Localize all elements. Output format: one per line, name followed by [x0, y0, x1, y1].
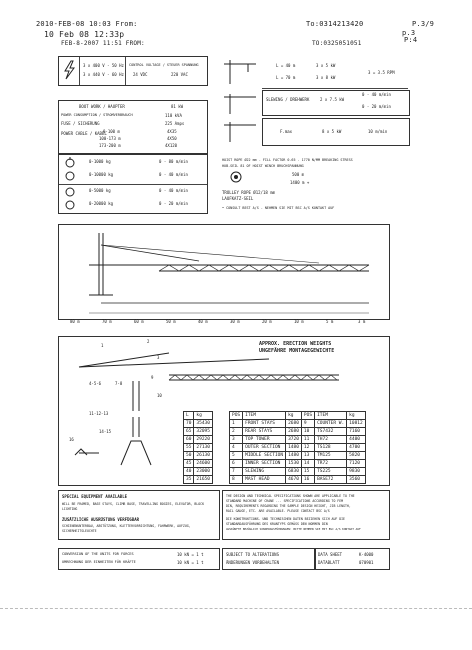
conversion-en: CONVERSION OF THE UNITS FOR FORCES [62, 552, 134, 556]
cell: TH72 [315, 436, 347, 444]
cell-kg: 24600 [194, 460, 213, 468]
cell-kg: 26130 [194, 452, 213, 460]
rope-spec-line-2: HUB-SEIL 81 OF HOIST WINCH BRUCHSPANNUNG [222, 164, 304, 168]
cell-length: 40 [184, 468, 194, 476]
conversion-en-value: 10 kN = 1 t [177, 552, 204, 557]
data-sheet-number: K-4000 [359, 552, 374, 557]
fax-header-page-3: P:4 [404, 36, 418, 44]
table-row [230, 428, 366, 436]
control-voltage-label: CONTROL VOLTAGE / STEUER SPANNUNG [129, 63, 199, 67]
hoist-speed-2: 0 - 40 m/min [159, 172, 188, 177]
callout-4-5-6: 4-5-6 [89, 381, 102, 386]
cable-value-1: 4X35 [167, 129, 177, 134]
hook-icon-3 [63, 186, 77, 198]
cell: FRONT STAYS [243, 420, 286, 428]
slewing-value: 2 x 7.5 kW [320, 97, 345, 102]
special-equipment-text: WILL BE FRAMED, BASE STAYS, CLIMB BASE, TRAVELLING BOGIES, ELEVATOR, BLOCK LIGHTING [62, 502, 205, 511]
cell: COUNTER W. [315, 420, 347, 428]
cell: 6830 [286, 468, 302, 476]
fuse-label: FUSE / SICHERUNG [61, 121, 100, 126]
spec-note-3: DIN, REQUIREMENTS REGARDING THE SAMPLE DESIGN HEIGHT, JIB LENGTH, [226, 504, 351, 508]
cell: 12 [301, 444, 314, 452]
cell: TS225 [315, 468, 347, 476]
data-sheet-box [314, 548, 390, 570]
cell: 4700 [347, 444, 366, 452]
hook-icon-4 [63, 199, 77, 211]
rope-spec-line-1: HOIST ROPE Ø22 mm - FILL FACTOR 0.65 - 1770 N/MM BREAKING STRESS [222, 158, 353, 162]
lightning-bolt-icon [62, 60, 76, 80]
cell: 7160 [347, 428, 366, 436]
cell: 7120 [347, 460, 366, 468]
control-voltage-1: 24 VDC [133, 72, 148, 77]
rope-length-1: 500 m [292, 172, 305, 177]
cell: 13 [301, 452, 314, 460]
cable-range-1: 0-100 m [103, 129, 120, 134]
crane-elevation-svg [59, 225, 389, 319]
rope-drum-icon [228, 170, 244, 184]
consumption-row-2-label: POWER CONSUMPTION / STROMVERBRAUCH [61, 113, 133, 117]
slew-speed-2: 0 - 20 m/min [362, 104, 391, 109]
table-row [184, 452, 213, 460]
cell: 1530 [286, 460, 302, 468]
table-row [230, 420, 366, 428]
cell: 5820 [347, 452, 366, 460]
consult-note: • CONSULT BEST A/S - NEHMEN SIE MIT BSC A/S KONTAKT AUF [222, 206, 335, 210]
fax-edge-line [0, 608, 472, 610]
item-weight-table [229, 411, 366, 484]
spec-note-4: RAIL GAUGE, ETC. ARE AVAILABLE. PLEASE CONTACT BSC A/S [226, 509, 330, 513]
spec-note-1: THE DESIGN AND TECHNICAL SPECIFICATIONS SHOWN ARE APPLICABLE TO THE [226, 494, 355, 498]
fuse-value: 225 Amps [165, 121, 185, 126]
spec-note-6: STANDARDAUSFÜHRUNG DES KRANTYPS GEMÄSS DEN NORMEN DIN [226, 522, 328, 526]
alterations-box [222, 548, 316, 570]
boom-elevation-drawing [58, 224, 390, 320]
hoist-load-4: 0-20000 kg [89, 201, 114, 206]
scale-tick: 50 m [166, 319, 176, 324]
special-equipment-text-de: SCHIENENUNTERBAU, ABSTÜTZUNG, KLETTERVORRICHTUNG, FAHRWERK, AUFZUG, SICHERHEITSLEUCHTE [62, 524, 191, 533]
hoist-load-1: 0-1000 kg [89, 159, 111, 164]
cell: TM125 [315, 452, 347, 460]
trolley-rope-de: LAUFKATZ-SEIL [222, 196, 254, 201]
fax-header-recipient: To:0314213420 [306, 20, 364, 28]
cell: OUTER SECTION [243, 444, 286, 452]
trolley-value: 8 x 5 kW [322, 129, 342, 134]
cell-length: 60 [184, 436, 194, 444]
hook-icon-1 [63, 157, 77, 169]
alterations-de: ÄNDERUNGEN VORBEHALTEN [226, 560, 279, 565]
conversion-de-value: 10 kN = 1 t [177, 560, 204, 565]
scale-tick: 40 m [198, 319, 208, 324]
cell: REAR STAYS [243, 428, 286, 436]
conversion-de: UMRECHNUNG DER EINHEITEN FÜR KRÄFTE [62, 560, 136, 564]
cell: 7 [230, 468, 243, 476]
cable-value-2: 4X50 [167, 136, 177, 141]
cell-kg: 23000 [194, 468, 213, 476]
scale-tick: 20 m [262, 319, 272, 324]
cell-kg: 32095 [194, 428, 213, 436]
scale-tick: 80 m [70, 319, 80, 324]
table-head: POS [301, 412, 314, 420]
rope-length-2: 1400 m + [290, 180, 310, 185]
cell-kg: 29220 [194, 436, 213, 444]
table-row [230, 468, 366, 476]
table-row [184, 444, 213, 452]
power-supply-box [58, 56, 208, 86]
jib-length-table [183, 411, 213, 484]
cell: 8 [230, 476, 243, 484]
callout-10: 10 [157, 393, 162, 398]
table-head: kg [347, 412, 366, 420]
cell: 4400 [347, 436, 366, 444]
spec-note-7: AUSKÜNFTE BEZÜGLICH SONDERAUSFÜHRUNGEN: BITTE NEHMEN SIE MIT BSC A/S KONTAKT AUF [226, 527, 361, 531]
cell: 15 [301, 468, 314, 476]
table-row [184, 420, 213, 428]
scale-tick: 5 m [326, 319, 334, 324]
scale-tick: 70 m [102, 319, 112, 324]
cell: 2680 [286, 420, 302, 428]
drive-power-2: 3 x 8 kW [316, 75, 336, 80]
cell: 1480 [286, 444, 302, 452]
crane-hoist-icon [222, 58, 258, 86]
cell: TR72 [315, 460, 347, 468]
drives-panel [222, 58, 408, 148]
cell: 3 [230, 436, 243, 444]
slew-speed-1: 0 - 40 m/min [362, 92, 391, 97]
crane-slew-icon [222, 92, 258, 116]
cell: 9 [301, 420, 314, 428]
cell-length: 55 [184, 444, 194, 452]
callout-16: 16 [69, 437, 74, 442]
trolley-label: F.max [280, 129, 293, 134]
consumption-row-1-value: 81 kW [171, 104, 184, 109]
erection-title-2: UNGEFÄHRE MONTAGEGEWICHTE [259, 348, 335, 354]
drive-length-2: L = 70 m [276, 75, 296, 80]
motor-icon [61, 103, 75, 113]
data-sheet-label-de: DATABLATT [318, 560, 340, 565]
control-voltage-2: 220 VAC [171, 72, 188, 77]
table-row [184, 436, 213, 444]
trolley-speed: 10 m/min [368, 129, 388, 134]
cable-range-2: 100-173 m [99, 136, 121, 141]
cell: 14 [301, 460, 314, 468]
hoist-speed-1: 0 - 80 m/min [159, 159, 188, 164]
table-head: kg [194, 412, 213, 420]
cell: 1480 [286, 452, 302, 460]
cell: BASE72 [315, 476, 347, 484]
cell-length: 45 [184, 460, 194, 468]
table-row [230, 476, 366, 484]
cell-length: 35 [184, 476, 194, 484]
cell: 16 [301, 476, 314, 484]
unit-conversion-box [58, 548, 220, 570]
cell: 2680 [286, 428, 302, 436]
rope-spec-panel [222, 156, 412, 214]
slewing-label: SLEWING / DREHWERK [266, 97, 310, 102]
cell: 5 [230, 452, 243, 460]
alterations-en: SUBJECT TO ALTERATIONS [226, 552, 279, 557]
callout-7-8: 7-8 [115, 381, 123, 386]
hook-icon-2 [63, 170, 77, 182]
table-head: ITEM [315, 412, 347, 420]
cell: 4 [230, 444, 243, 452]
consumption-row-1-label: BOOT WORK / HAUPTER [79, 104, 125, 109]
table-row [230, 444, 366, 452]
cell: 3720 [286, 436, 302, 444]
cell-kg: 21650 [194, 476, 213, 484]
fax-header-page-2: p.3 [402, 29, 416, 37]
scale-tick: 60 m [134, 319, 144, 324]
callout-14-15: 14-15 [99, 429, 112, 434]
data-sheet-label: DATA SHEET [318, 552, 343, 557]
erection-title-1: APPROX. ERECTION WEIGHTS [259, 341, 332, 347]
table-head: POS [230, 412, 243, 420]
cell: 9830 [347, 468, 366, 476]
boom-scale [58, 318, 388, 326]
spec-note-5: DIE KONSTRUKTIONS- UND TECHNISCHEN DATEN BEZIEHEN SICH AUF DIE [226, 517, 345, 521]
cell: TS128 [315, 444, 347, 452]
cell: MIDDLE SECTION [243, 452, 286, 460]
specification-note-box [222, 490, 390, 540]
hoist-speed-4: 0 - 20 m/min [159, 201, 188, 206]
cell: 2 [230, 428, 243, 436]
table-row [230, 452, 366, 460]
cell: MAST HEAD [243, 476, 286, 484]
table-row [184, 428, 213, 436]
cable-value-3: 4X120 [165, 143, 178, 148]
special-equipment-title: SPECIAL EQUIPMENT AVAILABLE [62, 494, 128, 499]
hoist-speeds-box [58, 154, 208, 214]
consumption-row-2-value: 110 kVA [165, 113, 182, 118]
cell: 11 [301, 436, 314, 444]
scale-tick: 3 m [358, 319, 366, 324]
hoist-load-2: 0-10000 kg [89, 172, 114, 177]
table-row [230, 460, 366, 468]
fax-header-line-1: 2010-FEB-08 10:03 From: [36, 20, 138, 28]
table-head: ITEM [243, 412, 286, 420]
cell: 4670 [286, 476, 302, 484]
cell: 1 [230, 420, 243, 428]
crane-trolley-icon [222, 120, 258, 144]
table-head: L [184, 412, 194, 420]
callout-2: 2 [147, 339, 150, 344]
hoist-load-3: 0-5000 kg [89, 188, 111, 193]
scale-tick: 10 m [294, 319, 304, 324]
cell-kg: 35430 [194, 420, 213, 428]
cell-length: 50 [184, 452, 194, 460]
cell: 10 [301, 428, 314, 436]
callout-11-12-13: 11-12-13 [89, 411, 109, 416]
fax-header-line-2: 10 Feb 08 12:33p [44, 30, 125, 39]
trolley-rope: TROLLEY ROPE Ø12/18 mm [222, 190, 275, 195]
data-sheet-date: 070901 [359, 560, 374, 565]
spec-note-2: STANDARD MACHINE OF CRANE ... SPECIFICATIONS ACCORDING TO FEM [226, 499, 344, 503]
consumption-box [58, 100, 208, 154]
cell: TOP TOWER [243, 436, 286, 444]
cell-length: 70 [184, 420, 194, 428]
table-row [184, 460, 213, 468]
drive-rpm: 3 = 3.5 RPM [368, 70, 395, 75]
fax-header-page: P.3/9 [412, 20, 435, 28]
cable-range-3: 173-200 m [99, 143, 121, 148]
table-row [184, 468, 213, 476]
cable-label: POWER CABLE / KABEL [61, 131, 107, 136]
scale-tick: 30 m [230, 319, 240, 324]
cell: 10812 [347, 420, 366, 428]
cell-kg: 27130 [194, 444, 213, 452]
fax-header-to-number: TO:0325051051 [312, 40, 362, 47]
callout-1: 1 [101, 343, 104, 348]
table-row [184, 476, 213, 484]
supply-voltage-2: 3 x 440 V - 60 Hz [83, 72, 124, 77]
cell: 3560 [347, 476, 366, 484]
cell: SLEWING [243, 468, 286, 476]
callout-3: 3 [157, 355, 160, 360]
drive-length-1: L = 40 m [276, 63, 296, 68]
drive-power-1: 3 x 5 kW [316, 63, 336, 68]
callout-9: 9 [151, 375, 154, 380]
table-head: kg [286, 412, 302, 420]
cell-length: 65 [184, 428, 194, 436]
cell: INNER SECTION [243, 460, 286, 468]
supply-voltage-1: 3 x 400 V - 50 Hz [83, 63, 124, 68]
special-equipment-title-de: ZUSÄTZLICHE AUSRÜSTUNG VERFÜGBAR [62, 517, 140, 522]
erection-weights-box [58, 336, 390, 486]
special-equipment-box [58, 490, 220, 540]
cell: TS7432 [315, 428, 347, 436]
fax-header-line-3: FEB-8-2007 11:51 FROM: [61, 40, 145, 47]
table-row [230, 436, 366, 444]
cell: 6 [230, 460, 243, 468]
hoist-speed-3: 0 - 40 m/min [159, 188, 188, 193]
